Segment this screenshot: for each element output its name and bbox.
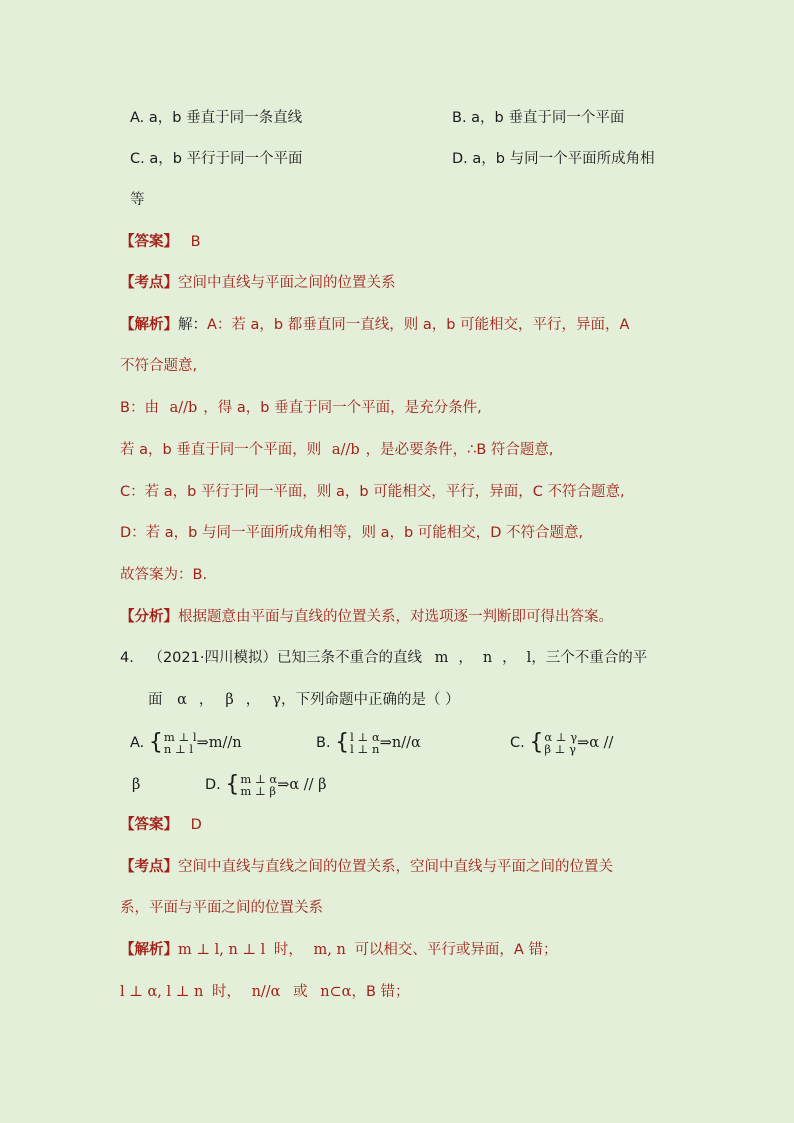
option-d-label: D.: [205, 777, 221, 793]
jiexi-line-3: [120, 398, 482, 418]
jiexi-line-4-a: 若 a，b 垂直于同一个平面，则: [120, 442, 322, 458]
option-c-label: C.: [510, 735, 525, 751]
jiexi-line-4-b: ，是必要条件，∴B 符合题意,: [365, 442, 554, 458]
option-d-continued: 等: [130, 192, 145, 208]
fenxi-text: 根据题意由平面与直线的位置关系，对选项逐一判断即可得出答案。: [178, 609, 613, 625]
option-d: D. a，b 与同一个平面所成角相: [452, 151, 655, 167]
option-d-top: m ⊥ α: [240, 772, 278, 786]
jiexi-line-5: C：若 a，b 平行于同一平面，则 a，b 可能相交，平行，异面，C 不符合题意,: [120, 484, 625, 500]
q4-option-c: [510, 730, 613, 756]
option-b-label: B.: [316, 735, 331, 751]
left-brace-icon: {: [148, 730, 163, 755]
fenxi-row: [120, 607, 613, 627]
kaodian-tag: 【考点】: [120, 275, 178, 291]
jiexi-line-2-b: ，B 错；: [351, 984, 410, 1000]
jiexi-line-1-b: 可以相交、平行或异面，A 错；: [354, 942, 558, 958]
left-brace-icon: {: [335, 730, 350, 755]
jiexi-line-2: 不符合题意,: [120, 358, 198, 374]
kaodian-text: 空间中直线与平面之间的位置关系: [178, 275, 396, 291]
math-condition-a: m ⊥ l, n ⊥ l: [178, 942, 266, 958]
option-a-result: ⇒m//n: [196, 735, 242, 751]
option-c-continued: β: [132, 777, 141, 793]
option-c-system: [544, 731, 577, 755]
math-condition-b: l ⊥ α, l ⊥ n: [120, 984, 204, 1000]
q4-jiexi-line-2: [120, 982, 410, 1002]
jiexi-line-3-b: ，得 a，b 垂直于同一个平面，是充分条件,: [203, 400, 482, 416]
fenxi-tag: 【分析】: [120, 609, 178, 625]
option-a-top: m ⊥ l: [163, 730, 197, 744]
jiexi-line-1: A：若 a，b 都垂直同一直线，则 a，b 可能相交，平行，异面，A: [207, 317, 630, 333]
option-c: C. a，b 平行于同一个平面: [130, 151, 303, 167]
option-b-bottom: l ⊥ n: [350, 742, 380, 756]
math-m-n: m, n: [313, 942, 346, 958]
jiexi-when: 时，: [211, 984, 241, 1000]
option-b-system: [350, 731, 380, 755]
q4-option-d: [205, 772, 327, 798]
option-d-result: ⇒α // β: [277, 777, 327, 793]
question-4-stem-line-1: 4. （2021·四川模拟）已知三条不重合的直线 m ， n ， l，三个不重合的平: [120, 650, 648, 666]
question-4-stem-line-2: 面 α ， β ， γ，下列命题中正确的是（ ）: [148, 692, 460, 708]
stem-text-4: ，下列命题中正确的是（ ）: [280, 692, 460, 708]
q4-option-a: [130, 730, 242, 756]
question-number: 4.: [120, 650, 134, 666]
left-brace-icon: {: [529, 730, 544, 755]
q4-kaodian-line-2: 系，平面与平面之间的位置关系: [120, 900, 323, 916]
jiexi-prefix: 解：: [178, 317, 207, 333]
kaodian-row: [120, 273, 396, 293]
left-brace-icon: {: [225, 772, 240, 797]
jiexi-tag: 【解析】: [120, 317, 178, 333]
math-alpha: α: [177, 692, 187, 708]
option-a-bottom: n ⊥ l: [163, 742, 194, 756]
answer-row: [120, 232, 201, 252]
jiexi-tag: 【解析】: [120, 942, 178, 958]
jiexi-or: 或: [293, 984, 308, 1000]
option-d-bottom: m ⊥ β: [240, 784, 277, 798]
stem-text-3: 面: [148, 692, 163, 708]
answer-tag: 【答案】: [120, 817, 178, 833]
option-a: A. a，b 垂直于同一条直线: [130, 110, 303, 126]
option-c-top: α ⊥ γ: [544, 730, 578, 744]
option-c-result: ⇒α //: [577, 735, 614, 751]
q4-answer-row: [120, 815, 202, 835]
q4-kaodian-row: [120, 857, 613, 877]
jiexi-row: [120, 315, 629, 335]
option-b-result: ⇒n//α: [379, 735, 421, 751]
jiexi-when: 时，: [273, 942, 303, 958]
q4-jiexi-row: [120, 940, 557, 960]
jiexi-line-7: 故答案为：B.: [120, 567, 208, 583]
option-b-top: l ⊥ α: [350, 730, 380, 744]
option-c-bottom: β ⊥ γ: [544, 742, 576, 756]
kaodian-line-1: 空间中直线与直线之间的位置关系，空间中直线与平面之间的位置关: [178, 859, 613, 875]
math-n-subset-alpha: n⊂α: [320, 984, 352, 1000]
jiexi-line-4: [120, 440, 554, 460]
answer-tag: 【答案】: [120, 234, 178, 250]
kaodian-tag: 【考点】: [120, 859, 178, 875]
math-n-parallel-alpha: n//α: [251, 984, 281, 1000]
math-a-parallel-b: a//b: [169, 400, 198, 416]
jiexi-line-3-a: B：由: [120, 400, 159, 416]
math-a-parallel-b: a//b: [331, 442, 360, 458]
stem-text-1: （2021·四川模拟）已知三条不重合的直线: [148, 650, 422, 666]
math-l: l: [526, 650, 532, 666]
option-b: B. a，b 垂直于同一个平面: [452, 110, 625, 126]
option-a-label: A.: [130, 735, 145, 751]
math-beta: β: [225, 692, 234, 708]
option-a-system: [164, 731, 197, 755]
jiexi-line-6: D：若 a，b 与同一平面所成角相等，则 a，b 可能相交，D 不符合题意,: [120, 525, 584, 541]
answer-value: D: [190, 817, 202, 833]
q4-option-b: [316, 730, 421, 756]
math-n: n: [482, 650, 493, 666]
math-m: m: [434, 650, 449, 666]
math-gamma: γ: [272, 692, 281, 708]
option-d-system: [240, 773, 277, 797]
answer-value: B: [190, 234, 201, 250]
stem-text-2: ，三个不重合的平: [531, 650, 648, 666]
